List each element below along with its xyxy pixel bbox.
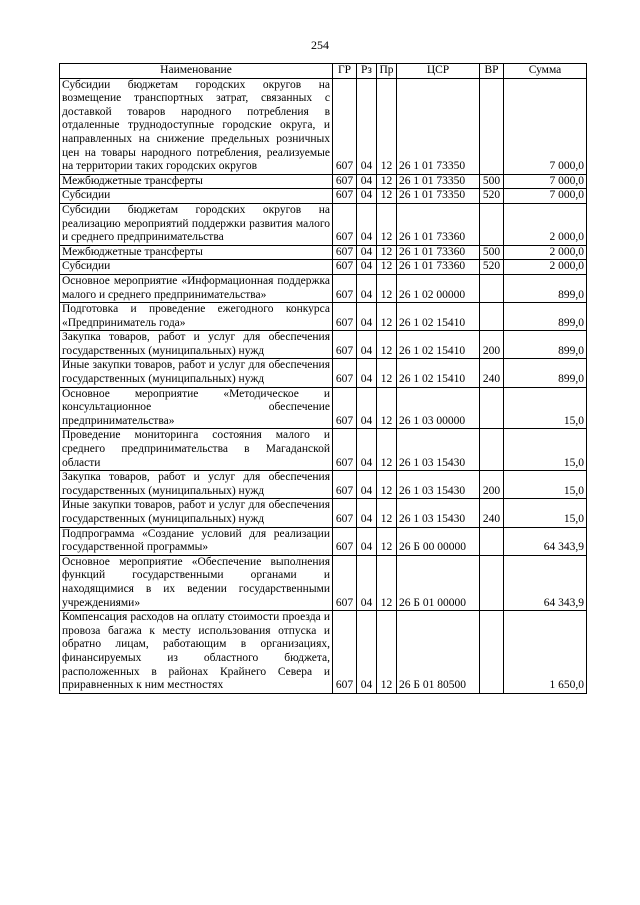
row-vr: 240 (480, 359, 504, 387)
row-sum: 1 650,0 (504, 611, 587, 694)
row-vr (480, 527, 504, 555)
row-gr: 607 (333, 331, 357, 359)
column-header-sum: Сумма (504, 64, 587, 79)
row-pr: 12 (377, 555, 397, 610)
row-rz: 04 (357, 203, 377, 245)
row-vr: 520 (480, 189, 504, 204)
row-name: Закупка товаров, работ и услуг для обеспечения государственных (муниципальных) нужд (60, 471, 333, 499)
table-row (60, 499, 587, 527)
row-vr (480, 387, 504, 429)
row-vr (480, 429, 504, 471)
row-name: Субсидии бюджетам городских округов на реализацию мероприятий поддержки развития малого и среднего предпринимательства (60, 203, 333, 245)
row-gr: 607 (333, 274, 357, 302)
row-pr: 12 (377, 78, 397, 174)
row-sum: 15,0 (504, 387, 587, 429)
column-header-gr: ГР (333, 64, 357, 79)
row-csr: 26 1 01 73350 (397, 189, 480, 204)
row-rz: 04 (357, 555, 377, 610)
row-csr: 26 Б 01 80500 (397, 611, 480, 694)
row-csr: 26 1 01 73360 (397, 260, 480, 275)
row-rz: 04 (357, 471, 377, 499)
row-pr: 12 (377, 260, 397, 275)
row-vr: 200 (480, 471, 504, 499)
row-gr: 607 (333, 203, 357, 245)
row-csr: 26 1 03 15430 (397, 429, 480, 471)
row-vr (480, 203, 504, 245)
table-header-row (60, 64, 587, 79)
row-sum: 64 343,9 (504, 555, 587, 610)
row-vr: 240 (480, 499, 504, 527)
row-csr: 26 1 01 73350 (397, 174, 480, 189)
row-rz: 04 (357, 174, 377, 189)
table-row (60, 471, 587, 499)
row-pr: 12 (377, 359, 397, 387)
row-sum: 7 000,0 (504, 174, 587, 189)
row-csr: 26 1 03 15430 (397, 471, 480, 499)
row-name: Основное мероприятие «Обеспечение выполнения функций государственными органами и находящимися в их ведении государственными учреждениями» (60, 555, 333, 610)
row-pr: 12 (377, 527, 397, 555)
table-row (60, 303, 587, 331)
row-sum: 899,0 (504, 274, 587, 302)
row-gr: 607 (333, 499, 357, 527)
row-vr (480, 274, 504, 302)
row-csr: 26 1 02 15410 (397, 303, 480, 331)
table-row (60, 203, 587, 245)
row-name: Субсидии (60, 189, 333, 204)
row-vr (480, 611, 504, 694)
row-gr: 607 (333, 174, 357, 189)
row-pr: 12 (377, 471, 397, 499)
page-number: 254 (311, 38, 329, 52)
row-name: Субсидии бюджетам городских округов на возмещение транспортных затрат, связанных с доставкой товаров народного потребления в отдаленные труднодоступные городские округа, и направленных на снижение предельных розничных цен на товары народного потребления, реализуемые на территории таких городских округов (60, 78, 333, 174)
row-name: Основное мероприятие «Информационная поддержка малого и среднего предпринимательства» (60, 274, 333, 302)
row-csr: 26 1 02 00000 (397, 274, 480, 302)
row-gr: 607 (333, 189, 357, 204)
row-pr: 12 (377, 274, 397, 302)
row-vr: 500 (480, 245, 504, 260)
table-row (60, 78, 587, 174)
row-rz: 04 (357, 359, 377, 387)
row-rz: 04 (357, 527, 377, 555)
row-rz: 04 (357, 387, 377, 429)
table-row (60, 429, 587, 471)
row-gr: 607 (333, 260, 357, 275)
row-pr: 12 (377, 387, 397, 429)
row-vr (480, 555, 504, 610)
row-vr (480, 303, 504, 331)
row-pr: 12 (377, 174, 397, 189)
table-row (60, 331, 587, 359)
table-body (60, 78, 587, 693)
row-pr: 12 (377, 499, 397, 527)
column-header-name: Наименование (60, 64, 333, 79)
row-vr (480, 78, 504, 174)
row-pr: 12 (377, 429, 397, 471)
row-sum: 2 000,0 (504, 245, 587, 260)
row-csr: 26 1 03 15430 (397, 499, 480, 527)
row-pr: 12 (377, 611, 397, 694)
table-row (60, 245, 587, 260)
row-gr: 607 (333, 359, 357, 387)
row-csr: 26 1 01 73360 (397, 203, 480, 245)
row-sum: 7 000,0 (504, 189, 587, 204)
row-sum: 7 000,0 (504, 78, 587, 174)
row-csr: 26 1 03 00000 (397, 387, 480, 429)
row-rz: 04 (357, 331, 377, 359)
row-rz: 04 (357, 260, 377, 275)
row-sum: 2 000,0 (504, 203, 587, 245)
row-sum: 2 000,0 (504, 260, 587, 275)
row-name: Проведение мониторинга состояния малого и среднего предпринимательства в Магаданской области (60, 429, 333, 471)
row-csr: 26 1 01 73360 (397, 245, 480, 260)
row-pr: 12 (377, 189, 397, 204)
row-name: Иные закупки товаров, работ и услуг для обеспечения государственных (муниципальных) нужд (60, 499, 333, 527)
table-row (60, 174, 587, 189)
row-pr: 12 (377, 303, 397, 331)
table-row (60, 189, 587, 204)
row-pr: 12 (377, 245, 397, 260)
row-pr: 12 (377, 203, 397, 245)
row-csr: 26 Б 01 00000 (397, 555, 480, 610)
table-row (60, 359, 587, 387)
row-csr: 26 1 01 73350 (397, 78, 480, 174)
row-gr: 607 (333, 387, 357, 429)
row-gr: 607 (333, 527, 357, 555)
row-vr: 500 (480, 174, 504, 189)
row-rz: 04 (357, 78, 377, 174)
row-name: Подпрограмма «Создание условий для реализации государственной программы» (60, 527, 333, 555)
row-name: Подготовка и проведение ежегодного конкурса «Предприниматель года» (60, 303, 333, 331)
budget-table (59, 63, 587, 694)
row-gr: 607 (333, 303, 357, 331)
row-csr: 26 1 02 15410 (397, 331, 480, 359)
row-sum: 15,0 (504, 499, 587, 527)
row-rz: 04 (357, 303, 377, 331)
row-gr: 607 (333, 429, 357, 471)
row-rz: 04 (357, 611, 377, 694)
row-sum: 64 343,9 (504, 527, 587, 555)
row-name: Межбюджетные трансферты (60, 174, 333, 189)
row-gr: 607 (333, 78, 357, 174)
row-csr: 26 1 02 15410 (397, 359, 480, 387)
table-row (60, 387, 587, 429)
row-name: Межбюджетные трансферты (60, 245, 333, 260)
table-row (60, 611, 587, 694)
column-header-vr: ВР (480, 64, 504, 79)
table-row (60, 555, 587, 610)
row-rz: 04 (357, 429, 377, 471)
row-sum: 899,0 (504, 359, 587, 387)
column-header-pr: Пр (377, 64, 397, 79)
row-gr: 607 (333, 471, 357, 499)
table-row (60, 274, 587, 302)
row-name: Закупка товаров, работ и услуг для обеспечения государственных (муниципальных) нужд (60, 331, 333, 359)
row-sum: 899,0 (504, 331, 587, 359)
table-row (60, 260, 587, 275)
column-header-rz: Рз (357, 64, 377, 79)
row-sum: 15,0 (504, 471, 587, 499)
row-rz: 04 (357, 245, 377, 260)
row-csr: 26 Б 00 00000 (397, 527, 480, 555)
column-header-csr: ЦСР (397, 64, 480, 79)
row-gr: 607 (333, 611, 357, 694)
row-name: Основное мероприятие «Методическое и консультационное обеспечение предпринимательства» (60, 387, 333, 429)
row-rz: 04 (357, 189, 377, 204)
row-sum: 899,0 (504, 303, 587, 331)
row-vr: 200 (480, 331, 504, 359)
table-row (60, 527, 587, 555)
row-name: Субсидии (60, 260, 333, 275)
row-rz: 04 (357, 274, 377, 302)
row-rz: 04 (357, 499, 377, 527)
row-name: Компенсация расходов на оплату стоимости проезда и провоза багажа к месту использования отпуска и обратно лицам, работающим в организациях, финансируемых из областного бюджета, расположенных в районах Крайнего Севера и приравненных к ним местностях (60, 611, 333, 694)
row-vr: 520 (480, 260, 504, 275)
row-gr: 607 (333, 245, 357, 260)
row-sum: 15,0 (504, 429, 587, 471)
row-name: Иные закупки товаров, работ и услуг для обеспечения государственных (муниципальных) нужд (60, 359, 333, 387)
row-pr: 12 (377, 331, 397, 359)
row-gr: 607 (333, 555, 357, 610)
